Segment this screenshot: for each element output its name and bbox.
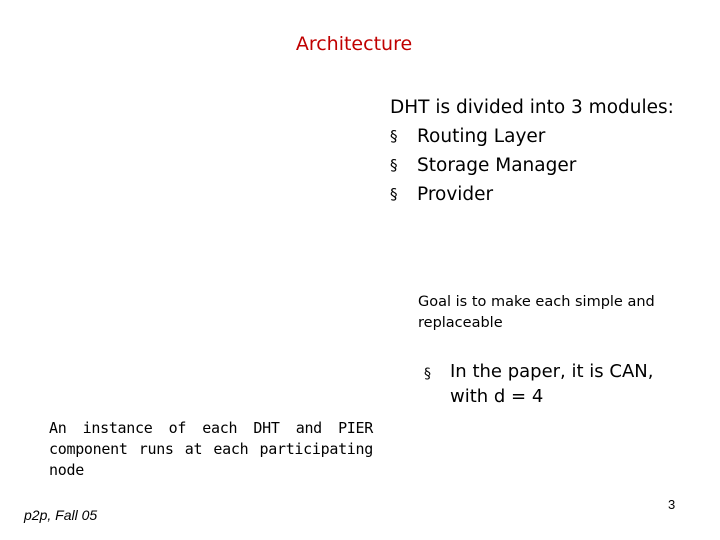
module-label: Routing Layer bbox=[417, 126, 546, 147]
module-label: Provider bbox=[417, 184, 494, 205]
bullet-icon: § bbox=[390, 156, 398, 174]
slide-title: Architecture bbox=[295, 33, 413, 55]
modules-heading: DHT is divided into 3 modules: bbox=[390, 97, 674, 118]
module-label: Storage Manager bbox=[417, 155, 577, 176]
bullet-icon: § bbox=[424, 366, 431, 382]
module-item bbox=[390, 122, 674, 151]
modules-block bbox=[390, 93, 674, 209]
instance-note: An instance of each DHT and PIER component runs at each participating node bbox=[49, 419, 373, 479]
footer-label: p2p, Fall 05 bbox=[24, 507, 98, 523]
bullet-icon: § bbox=[390, 185, 398, 203]
module-item bbox=[390, 151, 674, 180]
page-number: 3 bbox=[668, 497, 676, 512]
bullet-icon: § bbox=[390, 127, 398, 145]
module-item bbox=[390, 180, 674, 209]
can-text: In the paper, it is CAN, with d = 4 bbox=[450, 361, 654, 407]
can-bullet bbox=[424, 359, 694, 409]
goal-note: Goal is to make each simple and replaceable bbox=[418, 294, 655, 331]
